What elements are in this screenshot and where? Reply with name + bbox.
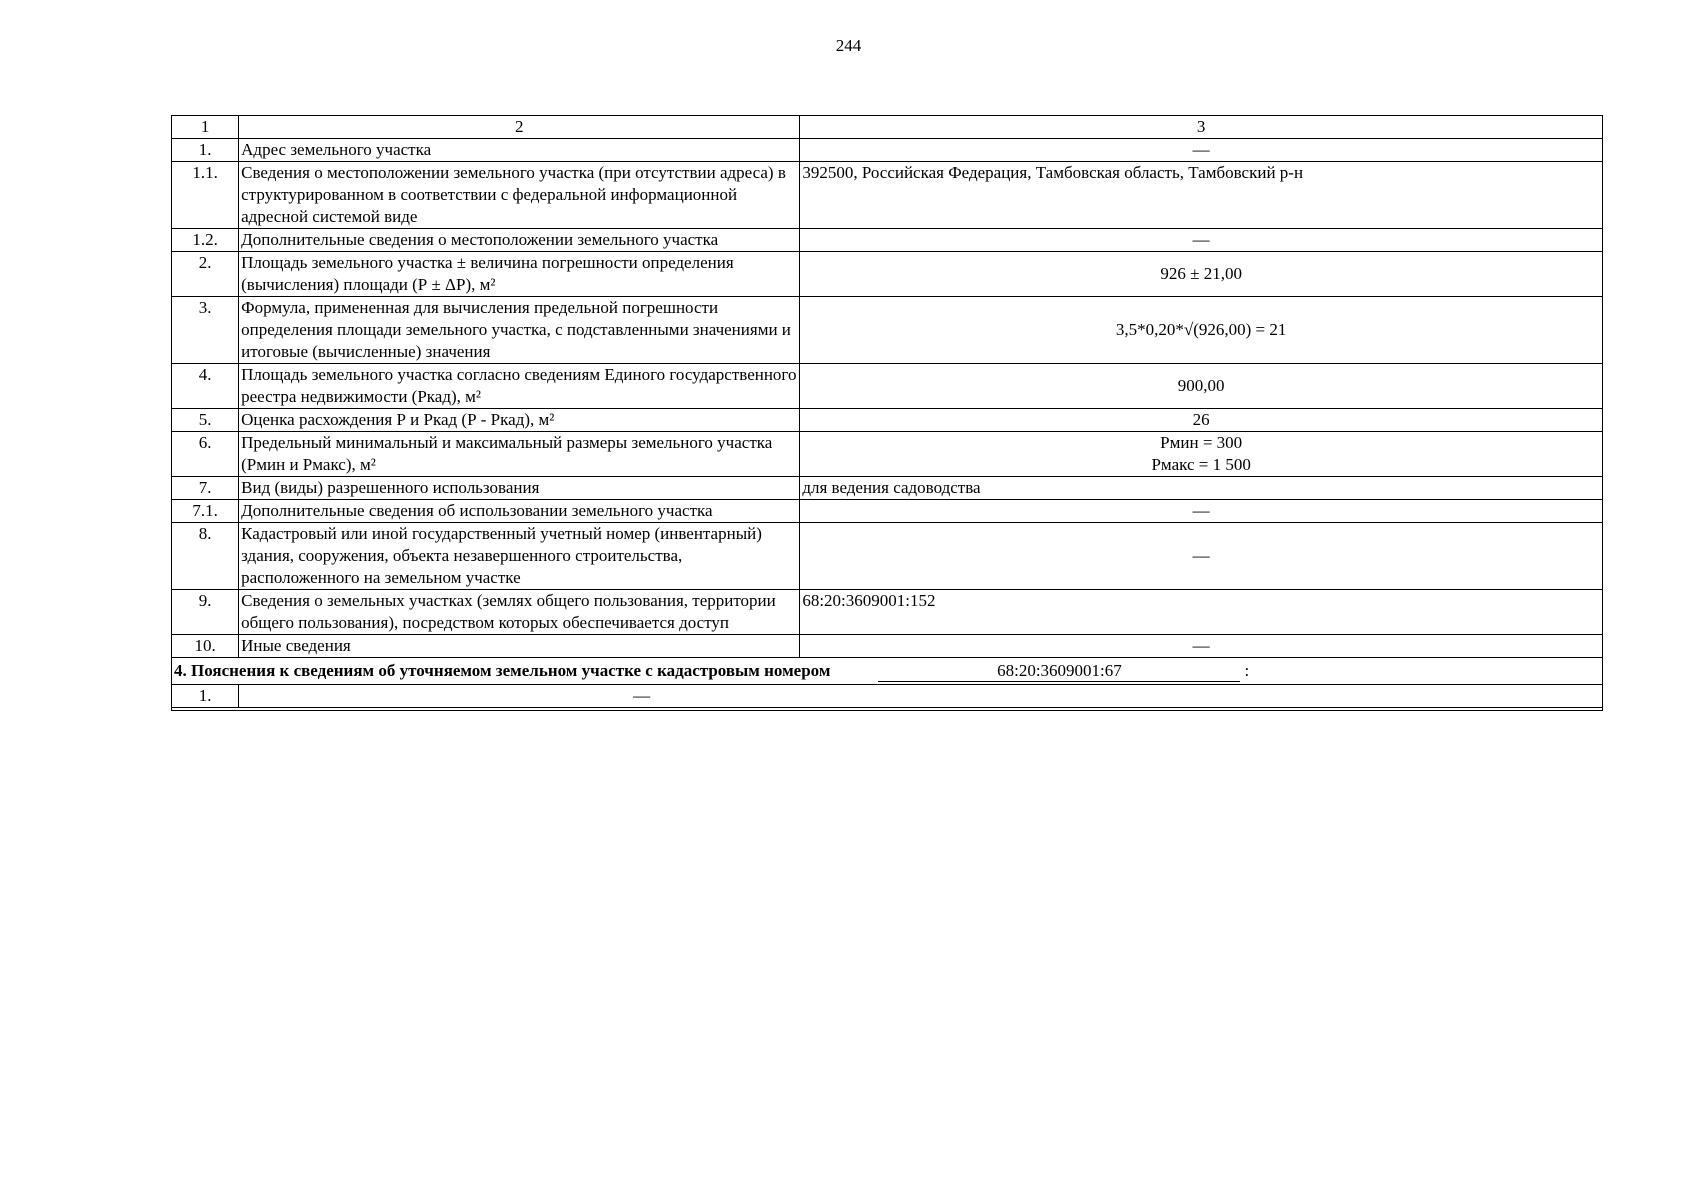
row-number: 5. [172, 409, 239, 432]
table-row [172, 635, 1603, 658]
row-number: 3. [172, 297, 239, 364]
section-4-title: 4. Пояснения к сведениям об уточняемом земельном участке с кадастровым номером [174, 661, 831, 680]
section-4-header-row [172, 658, 1603, 685]
max-area-value: Рмакс = 1 500 [1151, 455, 1251, 474]
row-value: 926 ± 21,00 [800, 252, 1603, 297]
row-name: Дополнительные сведения о местоположении земельного участка [239, 229, 800, 252]
row-value: 3,5*0,20*√(926,00) = 21 [800, 297, 1603, 364]
row-value: 68:20:3609001:152 [800, 590, 1603, 635]
row-number: 7. [172, 477, 239, 500]
row-number: 2. [172, 252, 239, 297]
row-value: — [800, 523, 1603, 590]
row-value: — [800, 139, 1603, 162]
note-number: 1. [172, 685, 239, 708]
table-row [172, 162, 1603, 229]
table-row [172, 139, 1603, 162]
row-name: Вид (виды) разрешенного использования [239, 477, 800, 500]
table-row [172, 432, 1603, 477]
row-name: Кадастровый или иной государственный учетный номер (инвентарный) здания, сооружения, объекта незавершенного строительства, расположенного на земельном участке [239, 523, 800, 590]
row-value: 900,00 [800, 364, 1603, 409]
table-row [172, 297, 1603, 364]
bottom-border-line [172, 708, 1603, 711]
row-name: Площадь земельного участка согласно сведениям Единого государственного реестра недвижимости (Ркад), м² [239, 364, 800, 409]
table-row [172, 500, 1603, 523]
row-name: Формула, примененная для вычисления предельной погрешности определения площади земельного участка, с подставленными значениями и итоговые (вычисленные) значения [239, 297, 800, 364]
row-number: 8. [172, 523, 239, 590]
table-header-row [172, 116, 1603, 139]
table-row [172, 590, 1603, 635]
row-name: Сведения о земельных участках (землях общего пользования, территории общего пользования), посредством которых обеспечивается доступ [239, 590, 800, 635]
row-value: 26 [800, 409, 1603, 432]
row-number: 4. [172, 364, 239, 409]
row-number: 1.1. [172, 162, 239, 229]
table-row [172, 229, 1603, 252]
section-4-header [172, 658, 1603, 685]
section-4-colon: : [1244, 661, 1250, 680]
header-col-2: 2 [239, 116, 800, 139]
row-value: — [800, 229, 1603, 252]
cadastral-number: 68:20:3609001:67 [878, 661, 1240, 682]
note-value: — [239, 685, 1603, 708]
row-name: Площадь земельного участка ± величина погрешности определения (вычисления) площади (Р ± ΔР), м² [239, 252, 800, 297]
page-number: 244 [835, 36, 862, 55]
table-row [172, 364, 1603, 409]
table-row [172, 477, 1603, 500]
row-value: — [800, 635, 1603, 658]
row-number: 10. [172, 635, 239, 658]
row-name: Оценка расхождения Р и Ркад (Р - Ркад), м² [239, 409, 800, 432]
row-name: Иные сведения [239, 635, 800, 658]
table-row [172, 685, 1603, 708]
row-number: 9. [172, 590, 239, 635]
table-bottom-border [172, 708, 1603, 711]
row-number: 6. [172, 432, 239, 477]
row-name: Предельный минимальный и максимальный размеры земельного участка (Рмин и Рмакс), м² [239, 432, 800, 477]
row-number: 7.1. [172, 500, 239, 523]
min-area-value: Рмин = 300 [1160, 433, 1243, 452]
header-col-1: 1 [172, 116, 239, 139]
table-row [172, 409, 1603, 432]
row-name: Сведения о местоположении земельного участка (при отсутствии адреса) в структурированном в соответствии с федеральной информационной адресной системой виде [239, 162, 800, 229]
table-row [172, 523, 1603, 590]
land-plot-info-table [171, 115, 1603, 711]
row-value: для ведения садоводства [800, 477, 1603, 500]
row-value: 392500, Российская Федерация, Тамбовская область, Тамбовский р-н [800, 162, 1603, 229]
row-number: 1. [172, 139, 239, 162]
row-value: — [800, 500, 1603, 523]
table-row [172, 252, 1603, 297]
row-name: Адрес земельного участка [239, 139, 800, 162]
header-col-3: 3 [800, 116, 1603, 139]
row-value [800, 432, 1603, 477]
row-name: Дополнительные сведения об использовании земельного участка [239, 500, 800, 523]
row-number: 1.2. [172, 229, 239, 252]
